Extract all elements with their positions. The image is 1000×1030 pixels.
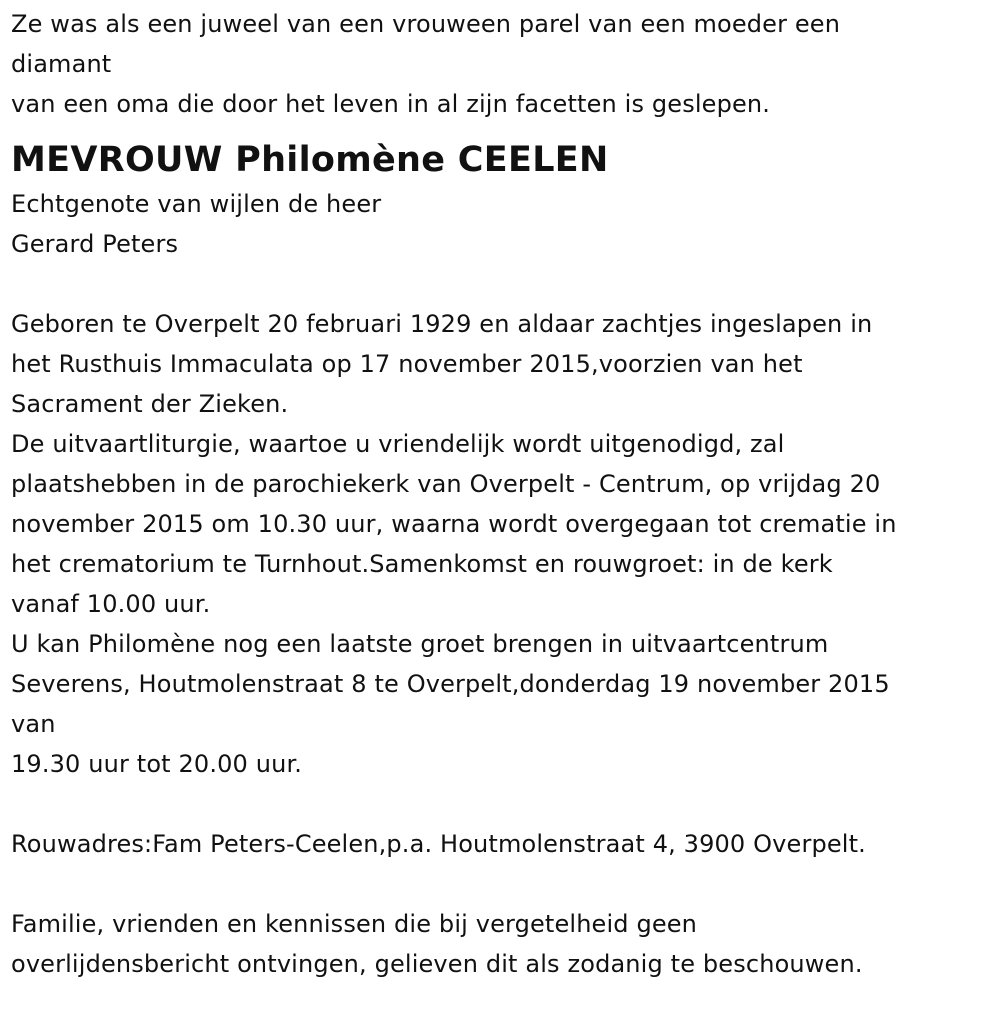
obituary-document	[11, 4, 991, 984]
announcement-line: U kan Philomène nog een laatste groet brengen in uitvaartcentrum	[11, 630, 829, 658]
announcement-line: plaatshebben in de parochiekerk van Overpelt - Centrum, op vrijdag 20	[11, 470, 881, 498]
spouse-info	[11, 184, 991, 264]
announcement-line: 19.30 uur tot 20.00 uur.	[11, 750, 303, 778]
closing-line: overlijdensbericht ontvingen, gelieven dit als zodanig te beschouwen.	[11, 950, 863, 978]
announcement-line: van	[11, 710, 56, 738]
closing-line: Familie, vrienden en kennissen die bij vergetelheid geen	[11, 910, 698, 938]
announcement-line: het Rusthuis Immaculata op 17 november 2015,voorzien van het	[11, 350, 803, 378]
spouse-line: Echtgenote van wijlen de heer	[11, 190, 382, 218]
intro-line: van een oma die door het leven in al zijn facetten is geslepen.	[11, 90, 771, 118]
intro-line: Ze was als een juweel van een vrouween parel van een moeder een	[11, 10, 841, 38]
announcement-line: Severens, Houtmolenstraat 8 te Overpelt,donderdag 19 november 2015	[11, 670, 890, 698]
announcement-line: het crematorium te Turnhout.Samenkomst en rouwgroet: in de kerk	[11, 550, 833, 578]
announcement-line: De uitvaartliturgie, waartoe u vriendelijk wordt uitgenodigd, zal	[11, 430, 785, 458]
spacer	[11, 264, 991, 304]
deceased-name-title: MEVROUW Philomène CEELEN	[11, 140, 609, 180]
intro-quote	[11, 4, 991, 124]
announcement-text	[11, 304, 991, 784]
spacer	[11, 864, 991, 904]
announcement-line: Sacrament der Zieken.	[11, 390, 289, 418]
intro-line: diamant	[11, 50, 112, 78]
closing-note	[11, 904, 991, 984]
announcement-line: vanaf 10.00 uur.	[11, 590, 211, 618]
announcement-line: Geboren te Overpelt 20 februari 1929 en aldaar zachtjes ingeslapen in	[11, 310, 873, 338]
mourning-address: Rouwadres:Fam Peters-Ceelen,p.a. Houtmolenstraat 4, 3900 Overpelt.	[11, 830, 866, 858]
spacer	[11, 784, 991, 824]
announcement-line: november 2015 om 10.30 uur, waarna wordt overgegaan tot crematie in	[11, 510, 897, 538]
spouse-line: Gerard Peters	[11, 230, 179, 258]
